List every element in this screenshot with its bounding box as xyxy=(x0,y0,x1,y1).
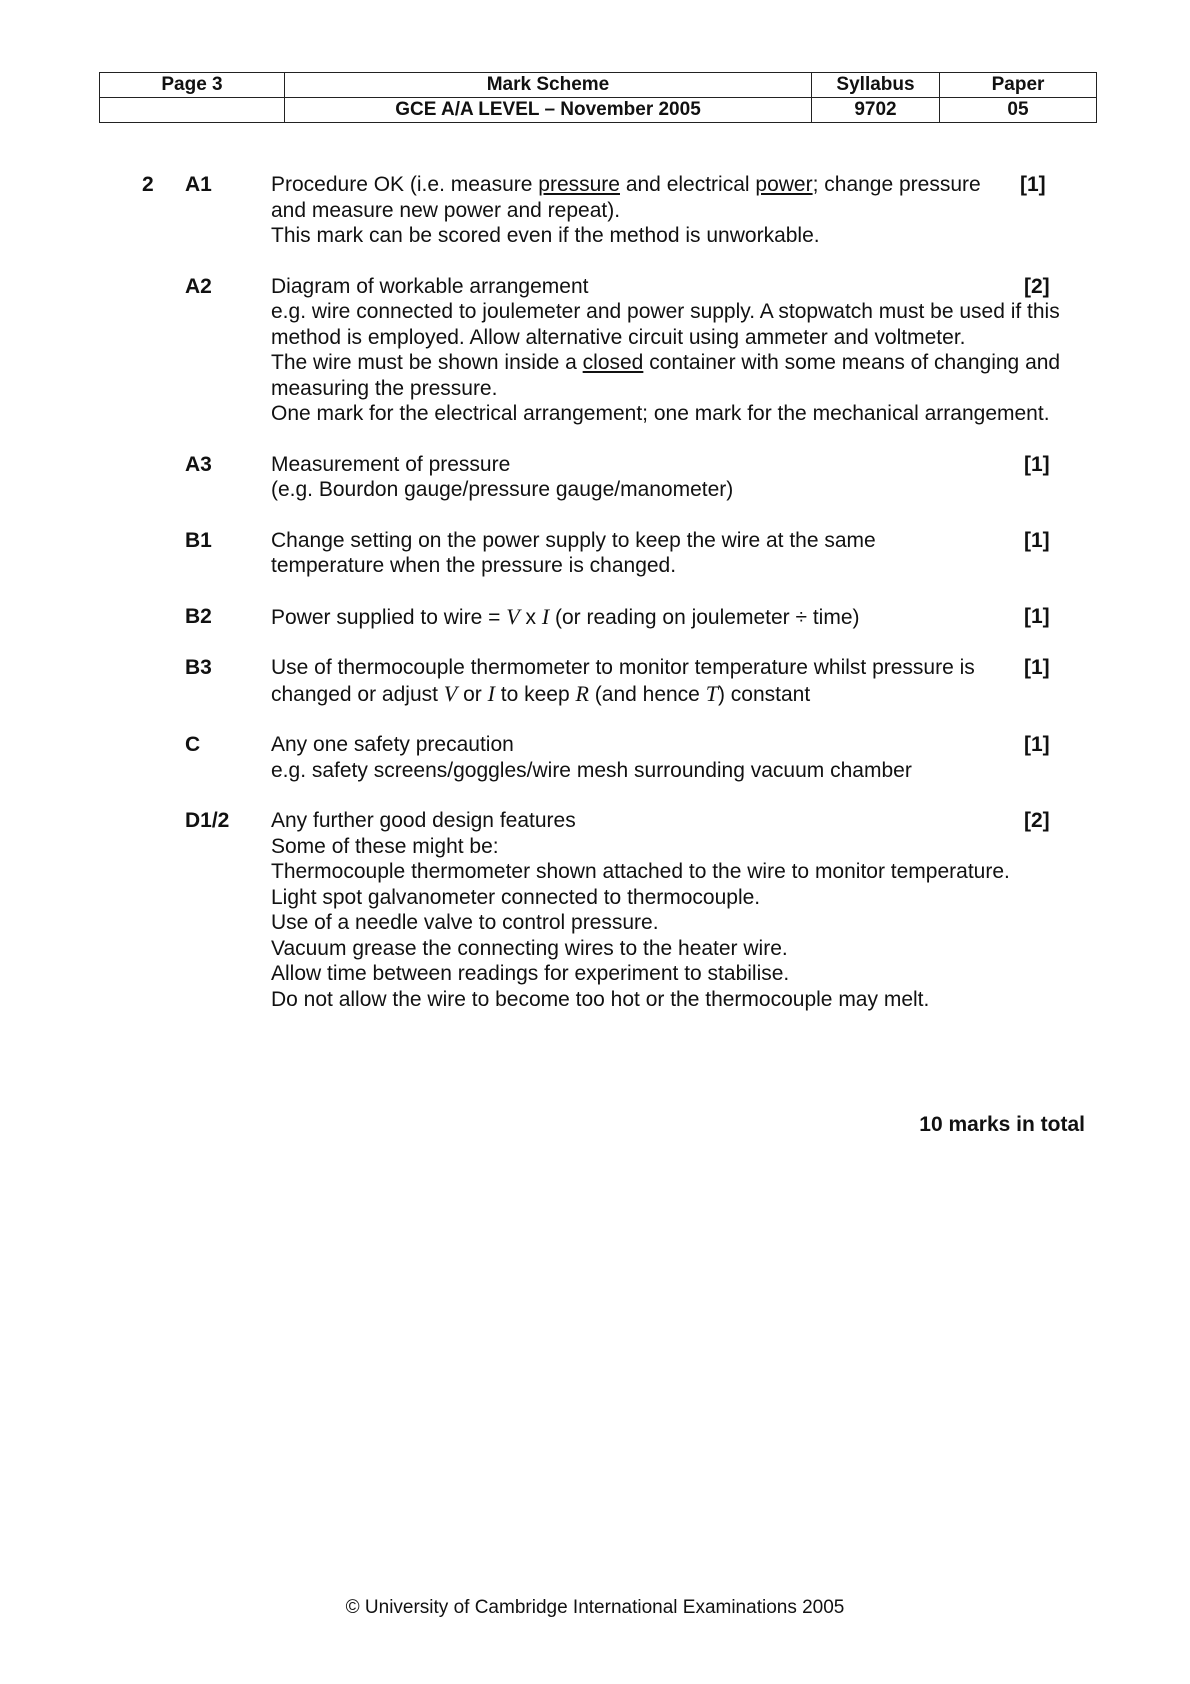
item-text xyxy=(271,732,1061,783)
item-text xyxy=(271,604,1061,631)
item-mark: [1] xyxy=(1024,528,1050,552)
item-line: Measurement of pressure xyxy=(271,452,511,476)
text-span: The wire must be shown inside a xyxy=(271,351,583,374)
item-line: One mark for the electrical arrangement; one mark for the mechanical arrangement. xyxy=(271,402,1050,425)
underlined-text: closed xyxy=(582,351,644,374)
item-line: Do not allow the wire to become too hot or the thermocouple may melt. xyxy=(271,987,930,1011)
text-span: ; change pressure and measure new power and repeat). xyxy=(271,173,981,222)
item-line: Use of a needle valve to control pressure. xyxy=(271,911,659,934)
text-span: container with some means of changing and measuring the pressure. xyxy=(271,351,1061,400)
text-span: (or reading on joulemeter ÷ time) xyxy=(549,605,860,629)
text-span: ) constant xyxy=(717,682,811,706)
header-table xyxy=(99,72,1097,123)
total-marks: 10 marks in total xyxy=(919,1113,1085,1136)
mark-item-a2 xyxy=(0,274,1190,427)
item-mark: [2] xyxy=(1024,274,1050,298)
item-code: A2 xyxy=(185,274,212,298)
item-line: Light spot galvanometer connected to thermocouple. xyxy=(271,885,761,909)
item-line: e.g. wire connected to joulemeter and power supply. A stopwatch must be used if this method is employed. Allow alternative circuit using ammeter and voltmeter. xyxy=(271,300,1060,349)
underlined-text: power xyxy=(755,173,813,196)
item-mark: [1] xyxy=(1024,604,1050,628)
syllabus-label: Syllabus xyxy=(812,73,940,98)
item-mark: [2] xyxy=(1024,809,1050,832)
item-code: B2 xyxy=(185,604,212,628)
copyright-footer: © University of Cambridge International Examinations 2005 xyxy=(345,1597,845,1618)
question-number: 2 xyxy=(142,173,154,196)
item-mark: [1] xyxy=(1020,173,1046,196)
item-line xyxy=(271,350,1061,401)
item-text xyxy=(271,528,1061,579)
document-title: Mark Scheme xyxy=(285,73,812,98)
variable-symbol: V xyxy=(506,603,520,629)
mark-item-b1 xyxy=(0,528,1190,579)
item-line: Vacuum grease the connecting wires to the heater wire. xyxy=(271,936,788,960)
text-span: (and hence xyxy=(588,682,706,706)
item-text xyxy=(271,172,1061,249)
item-code: B3 xyxy=(185,656,212,679)
empty-cell xyxy=(100,98,285,123)
item-text xyxy=(271,655,1061,707)
item-line: Change setting on the power supply to keep the wire at the same temperature when the pressure is changed. xyxy=(271,528,876,577)
item-line: Any one safety precaution xyxy=(271,733,514,756)
syllabus-value: 9702 xyxy=(812,98,940,123)
mark-item-b3 xyxy=(0,655,1190,707)
item-line: Some of these might be: xyxy=(271,834,499,858)
item-text xyxy=(271,452,1061,503)
mark-item-b2 xyxy=(0,604,1190,631)
text-span: Use of thermocouple thermometer to monitor temperature whilst pressure is changed or adjust xyxy=(271,656,975,706)
variable-symbol: R xyxy=(575,680,589,706)
item-line: Diagram of workable arrangement xyxy=(271,274,589,298)
item-code: D1/2 xyxy=(185,809,230,832)
item-line: e.g. safety screens/goggles/wire mesh surrounding vacuum chamber xyxy=(271,758,912,782)
page-label: Page 3 xyxy=(100,73,285,98)
item-line xyxy=(271,604,1061,631)
text-span: or xyxy=(457,682,488,706)
mark-scheme-body xyxy=(0,172,1190,1037)
item-text xyxy=(271,274,1061,427)
item-text xyxy=(271,808,1071,1012)
item-line: Thermocouple thermometer shown attached to the wire to monitor temperature. xyxy=(271,860,1010,883)
text-span: x xyxy=(519,605,542,629)
mark-item-a3 xyxy=(0,452,1190,503)
paper-label: Paper xyxy=(940,73,1097,98)
mark-item-a1 xyxy=(0,172,1190,249)
item-code: A3 xyxy=(185,452,212,476)
variable-symbol: I xyxy=(487,680,495,706)
item-line: Allow time between readings for experiment to stabilise. xyxy=(271,962,790,985)
item-code: A1 xyxy=(185,173,212,196)
text-span: to keep xyxy=(494,682,576,706)
underlined-text: pressure xyxy=(538,173,620,196)
item-line: (e.g. Bourdon gauge/pressure gauge/manometer) xyxy=(271,478,734,501)
exam-session: GCE A/A LEVEL – November 2005 xyxy=(285,98,812,123)
item-code: C xyxy=(185,733,201,756)
item-mark: [1] xyxy=(1024,733,1050,756)
item-line xyxy=(271,655,1061,707)
variable-symbol: V xyxy=(443,680,458,706)
item-mark: [1] xyxy=(1024,656,1050,679)
variable-symbol: T xyxy=(705,680,718,706)
mark-item-d xyxy=(0,808,1190,1012)
paper-value: 05 xyxy=(940,98,1097,123)
item-line xyxy=(271,172,1061,223)
item-code: B1 xyxy=(185,528,212,552)
mark-item-c xyxy=(0,732,1190,783)
item-line: This mark can be scored even if the method is unworkable. xyxy=(271,224,820,247)
text-span: Power supplied to wire = xyxy=(271,605,507,629)
variable-symbol: I xyxy=(541,603,550,629)
text-span: and electrical xyxy=(619,173,756,196)
text-span: Procedure OK (i.e. measure xyxy=(271,173,539,196)
item-line: Any further good design features xyxy=(271,809,576,832)
item-mark: [1] xyxy=(1024,452,1050,476)
